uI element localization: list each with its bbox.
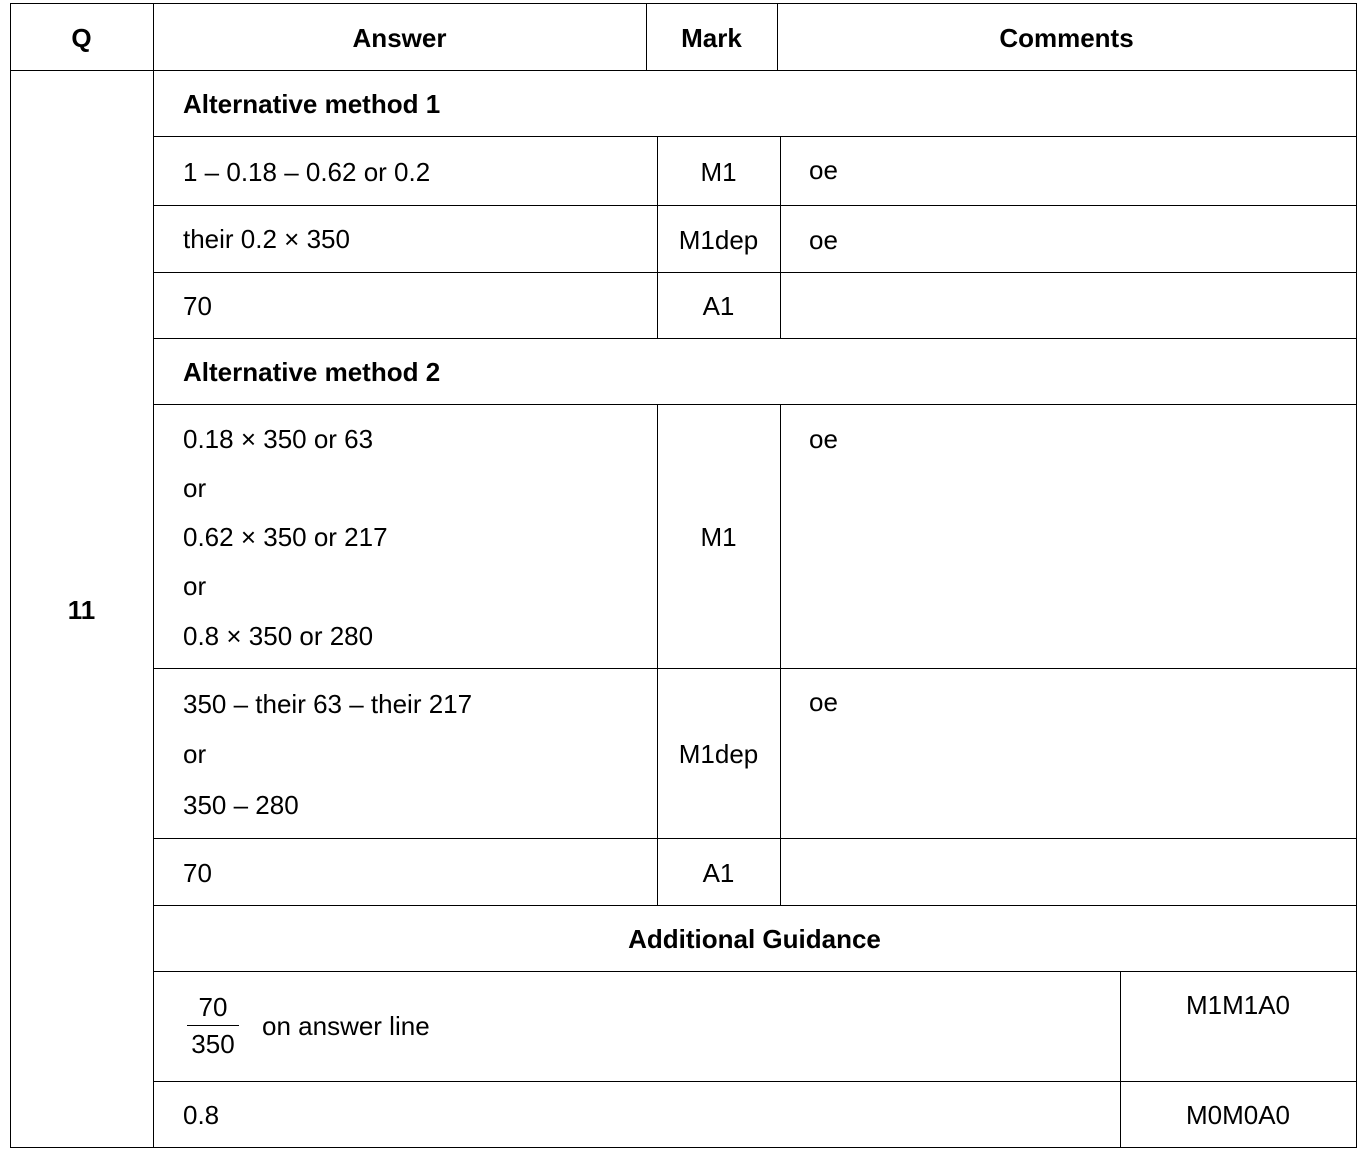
header-comments: Comments (999, 23, 1134, 53)
rule (153, 272, 1357, 273)
rule (153, 205, 1357, 206)
method2-row1-line: 0.62 × 350 or 217 (183, 522, 388, 552)
method2-row1-line: or (183, 473, 207, 503)
guidance-row1-mark: M1M1A0 (1185, 990, 1291, 1020)
method1-row2-comment: oe (809, 225, 838, 255)
header-mark: Mark (681, 23, 742, 53)
guidance-row2-mark: M0M0A0 (1185, 1100, 1291, 1130)
method1-row3-mark: A1 (702, 291, 735, 321)
q-column-rule (153, 3, 154, 1148)
rule (153, 1081, 1357, 1082)
method2-row3-answer: 70 (183, 858, 212, 888)
rule (153, 136, 1357, 137)
method1-row1-answer: 1 – 0.18 – 0.62 or 0.2 (183, 157, 431, 187)
method2-row1-comment: oe (809, 424, 838, 454)
header-q: Q (71, 23, 92, 53)
rule (153, 338, 1357, 339)
header-answer: Answer (352, 23, 447, 53)
rule (153, 404, 1357, 405)
fraction-numerator: 70 (187, 992, 239, 1026)
rule (153, 668, 1357, 669)
rule (153, 905, 1357, 906)
method1-row1-mark: M1 (700, 157, 737, 187)
method2-row1-line: or (183, 571, 207, 601)
method2-row2-line: 350 – their 63 – their 217 (183, 689, 473, 719)
mark-column-rule (780, 404, 781, 905)
method1-row1-comment: oe (809, 155, 838, 185)
guidance-row2-text: 0.8 (183, 1100, 220, 1130)
method2-row1-mark: M1 (700, 522, 737, 552)
method1-title: Alternative method 1 (183, 89, 441, 119)
method2-row3-mark: A1 (702, 858, 735, 888)
table-border-bottom (10, 1147, 1357, 1148)
guidance-title: Additional Guidance (628, 924, 881, 954)
method2-row2-comment: oe (809, 687, 838, 717)
rule (153, 838, 1357, 839)
method1-row2-answer: their 0.2 × 350 (183, 224, 350, 254)
table-border-top (10, 3, 1357, 4)
method2-row2-line: 350 – 280 (183, 790, 299, 820)
method2-title: Alternative method 2 (183, 357, 441, 387)
rule (153, 971, 1357, 972)
method1-row2-mark: M1dep (678, 225, 759, 255)
method2-row2-mark: M1dep (678, 739, 759, 769)
header-bottom-rule (10, 70, 1357, 71)
method2-row1-line: 0.8 × 350 or 280 (183, 621, 374, 651)
method2-row2-line: or (183, 739, 207, 769)
answer-column-rule (657, 404, 658, 905)
method1-row3-answer: 70 (183, 291, 212, 321)
guidance-fraction (187, 992, 239, 1059)
question-number: 11 (67, 595, 96, 625)
fraction-denominator: 350 (191, 1029, 235, 1059)
mark-column-rule (780, 136, 781, 338)
method2-row1-line: 0.18 × 350 or 63 (183, 424, 374, 454)
table-border-right (1356, 3, 1357, 1148)
guidance-row1-text: on answer line (262, 1011, 430, 1041)
table-border-left (10, 3, 11, 1148)
